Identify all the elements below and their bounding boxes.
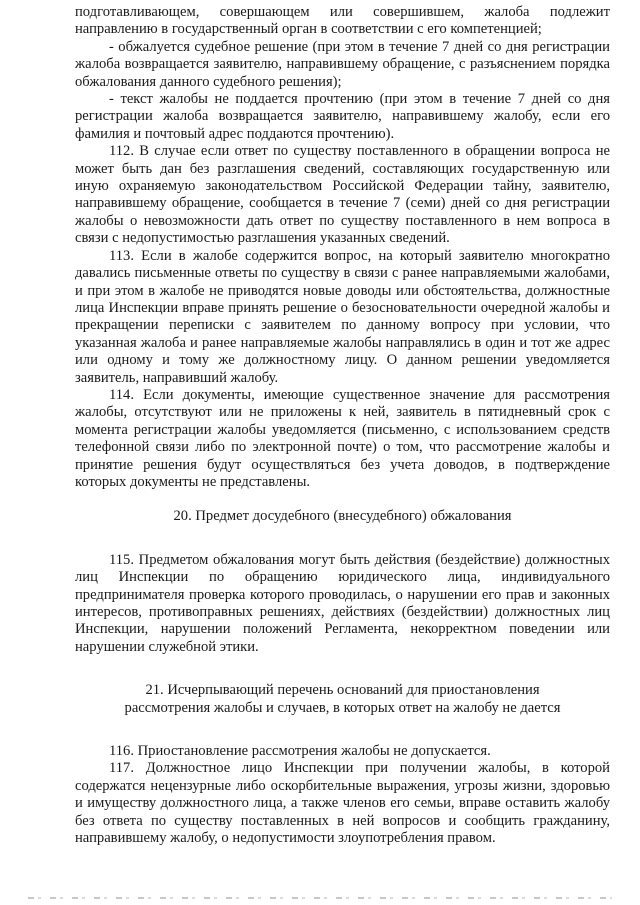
paragraph-bullet-court-decision: - обжалуется судебное решение (при этом в течение 7 дней со дня регистрации жалоба возвращается заявителю, направившему обращение, с разъяснением порядка обжалования данного судебного решения); — [75, 38, 610, 90]
spacer — [75, 717, 610, 743]
spacer — [75, 656, 610, 682]
paragraph-116: 116. Приостановление рассмотрения жалобы не допускается. — [109, 743, 491, 760]
paragraph-113: 113. Если в жалобе содержится вопрос, на который заявителю многократно давались письменные ответы по существу в связи с ранее направляемыми жалобами, и при этом в жалобе не приводятся новые доводы или обстоятельства, должностные лица Инспекции вправе принять решение о безосновательности очередной жалобы и прекращении переписки с заявителем по данному вопросу при условии, что указанная жалоба и ранее направляемые жалобы направлялись в один и тот же адрес или одному и тому же должностному лицу. О данном решении уведомляется заявитель, направивший жалобу. — [75, 247, 610, 386]
section-heading-21-line1: 21. Исчерпывающий перечень оснований для приостановления — [145, 682, 540, 699]
paragraph-112: 112. В случае если ответ по существу поставленного в обращении вопроса не может быть дан без разглашения сведений, составляющих государственную или иную охраняемую законодательством Российской Федерации тайну, заявителю, направившему обращение, сообщается в течение 7 (семи) дней со дня регистрации жалобы о невозможности дать ответ по существу поставленного в нем вопроса в связи с недопустимостью разглашения указанных сведений. — [75, 143, 610, 247]
paragraph-bullet-unreadable-text: - текст жалобы не поддается прочтению (при этом в течение 7 дней со дня регистрации жалоба возвращается заявителю, направившему жалобу, если его фамилия и почтовый адрес поддаются прочтению). — [75, 91, 610, 142]
section-heading-21-line2: рассмотрения жалобы и случаев, в которых ответ на жалобу не дается — [124, 699, 561, 716]
spacer — [75, 526, 610, 552]
section-heading-20: 20. Предмет досудебного (внесудебного) обжалования — [173, 508, 512, 525]
paragraph-continuation: подготавливающем, совершающем или совершившем, жалоба подлежит направлению в государственный орган в соответствии с его компетенцией; — [75, 4, 610, 38]
paragraph-117: 117. Должностное лицо Инспекции при получении жалобы, в которой содержатся нецензурные либо оскорбительные выражения, угрозы жизни, здоровью и имуществу должностного лица, а также членов его семьи, вправе оставить жалобу без ответа по существу поставленных в ней вопросов и сообщить гражданину, направившему жалобу, о недопустимости злоупотребления правом. — [75, 760, 610, 847]
spacer — [75, 491, 610, 508]
scan-bottom-edge — [28, 897, 612, 899]
paragraph-115: 115. Предметом обжалования могут быть действия (бездействие) должностных лиц Инспекции по обращению юридического лица, индивидуального предпринимателя проверка которого проводилась, о нарушении его прав и законных интересов, противоправных решениях, действиях (бездействии) должностных лиц Инспекции, нарушении положений Регламента, некорректном поведении или нарушении служебной этики. — [75, 551, 610, 655]
paragraph-114: 114. Если документы, имеющие существенное значение для рассмотрения жалобы, отсутствуют или не приложены к ней, заявитель в пятидневный срок с момента регистрации жалобы уведомляется (письменно, с использованием средств телефонной связи либо по электронной почте) о том, что рассмотрение жалобы и принятие решения будут осуществляться без учета доводов, в подтверждение которых документы не представлены. — [75, 386, 610, 490]
